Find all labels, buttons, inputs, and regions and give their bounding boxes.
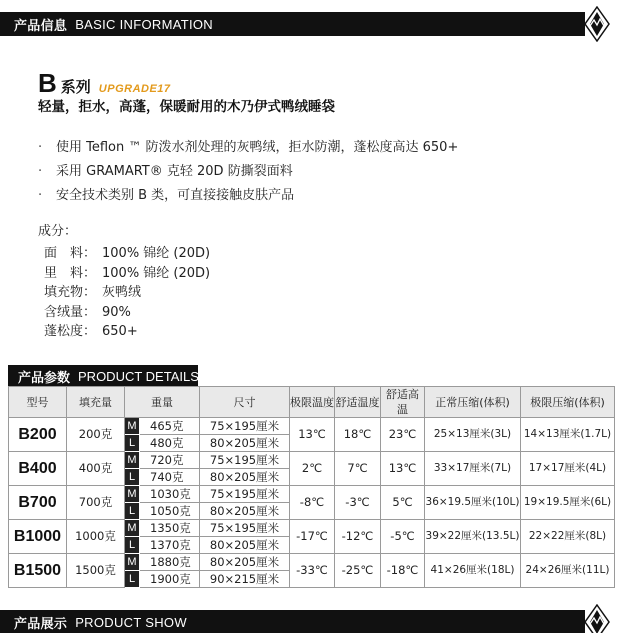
upgrade-badge: UPGRADE17	[98, 83, 171, 95]
fill-cell: 1000克	[67, 520, 125, 554]
table-row	[9, 554, 615, 571]
composition-block	[38, 222, 210, 342]
model-cell: B400	[9, 452, 67, 486]
section-bar-label	[18, 365, 199, 387]
composition-row	[38, 322, 210, 342]
product-subtitle: 轻量，拒水，高蓬，保暖耐用的木乃伊式鸭绒睡袋	[38, 99, 335, 115]
column-header: 型号	[9, 387, 67, 418]
section-title-cn: 产品展示	[14, 616, 68, 632]
fill-cell: 400克	[67, 452, 125, 486]
fill-cell: 200克	[67, 418, 125, 452]
fill-cell: 1500克	[67, 554, 125, 588]
comfort-high-cell: -5℃	[381, 520, 425, 554]
dimension-cell: 80×205厘米	[200, 503, 290, 520]
bullet-mark: ·	[38, 140, 43, 155]
composition-value: 100% 锦纶 (20D)	[102, 246, 211, 261]
limit-compress-cell: 22×22厘米(8L)	[521, 520, 615, 554]
feature-item	[38, 160, 458, 184]
comfort-temp-cell: -12℃	[335, 520, 381, 554]
dimension-cell: 75×195厘米	[200, 486, 290, 503]
column-header: 极限压缩(体积)	[521, 387, 615, 418]
dimension-cell: 75×195厘米	[200, 452, 290, 469]
limit-compress-cell: 24×26厘米(11L)	[521, 554, 615, 588]
weight-cell: 1370克	[140, 537, 200, 554]
weight-cell: 1880克	[140, 554, 200, 571]
size-m-cell: M	[125, 418, 140, 435]
composition-value: 650+	[102, 324, 138, 339]
dimension-cell: 80×205厘米	[200, 469, 290, 486]
comfort-temp-cell: 7℃	[335, 452, 381, 486]
table-row	[9, 520, 615, 537]
section-title-cn: 产品信息	[14, 18, 68, 34]
normal-compress-cell: 41×26厘米(18L)	[425, 554, 521, 588]
weight-cell: 1900克	[140, 571, 200, 588]
comfort-high-cell: -18℃	[381, 554, 425, 588]
section-bar-product-show	[0, 610, 620, 633]
composition-key: 面 料：	[44, 246, 97, 261]
extreme-temp-cell: -33℃	[290, 554, 335, 588]
weight-cell: 1050克	[140, 503, 200, 520]
comfort-temp-cell: 18℃	[335, 418, 381, 452]
dimension-cell: 90×215厘米	[200, 571, 290, 588]
comfort-high-cell: 5℃	[381, 486, 425, 520]
feature-text: 安全技术类别 B 类，可直接接触皮肤产品	[56, 188, 295, 203]
composition-value: 灰鸭绒	[102, 285, 142, 300]
composition-key: 蓬松度：	[44, 324, 97, 339]
feature-item	[38, 184, 458, 208]
column-header: 尺寸	[200, 387, 290, 418]
size-l-cell: L	[125, 537, 140, 554]
dimension-cell: 80×205厘米	[200, 435, 290, 452]
size-l-cell: L	[125, 571, 140, 588]
section-title-en: PRODUCT SHOW	[75, 614, 187, 630]
size-l-cell: L	[125, 503, 140, 520]
composition-key: 里 料：	[44, 265, 97, 281]
section-title-en: BASIC INFORMATION	[75, 16, 213, 32]
dimension-cell: 80×205厘米	[200, 554, 290, 571]
column-header: 正常压缩(体积)	[425, 387, 521, 418]
composition-row	[38, 303, 210, 323]
section-bar-basic-info	[0, 12, 620, 36]
comfort-temp-cell: -3℃	[335, 486, 381, 520]
column-header: 填充量	[67, 387, 125, 418]
table-header-row	[9, 387, 615, 418]
model-cell: B200	[9, 418, 67, 452]
fill-cell: 700克	[67, 486, 125, 520]
weight-cell: 740克	[140, 469, 200, 486]
feature-text: 使用 Teflon ™ 防泼水剂处理的灰鸭绒，拒水防潮，蓬松度高达 650+	[56, 140, 459, 155]
composition-value: 90%	[102, 304, 131, 320]
column-header: 重量	[125, 387, 200, 418]
weight-cell: 1030克	[140, 486, 200, 503]
limit-compress-cell: 14×13厘米(1.7L)	[521, 418, 615, 452]
composition-heading: 成分：	[38, 224, 78, 239]
composition-key: 填充物：	[44, 285, 97, 300]
normal-compress-cell: 36×19.5厘米(10L)	[425, 486, 521, 520]
section-bar-product-details	[0, 365, 620, 387]
column-header: 极限温度	[290, 387, 335, 418]
composition-row	[38, 264, 210, 284]
column-header: 舒适高温	[381, 387, 425, 418]
size-l-cell: L	[125, 435, 140, 452]
feature-text: 采用 GRAMART® 克轻 20D 防撕裂面料	[56, 164, 293, 179]
normal-compress-cell: 33×17厘米(7L)	[425, 452, 521, 486]
limit-compress-cell: 17×17厘米(4L)	[521, 452, 615, 486]
dimension-cell: 75×195厘米	[200, 418, 290, 435]
composition-row	[38, 283, 210, 303]
size-m-cell: M	[125, 554, 140, 571]
section-title-en: PRODUCT DETAILS	[78, 368, 199, 384]
comfort-temp-cell: -25℃	[335, 554, 381, 588]
dimension-cell: 75×195厘米	[200, 520, 290, 537]
section-title-cn: 产品参数	[18, 370, 71, 386]
model-cell: B1000	[9, 520, 67, 554]
comfort-high-cell: 13℃	[381, 452, 425, 486]
normal-compress-cell: 39×22厘米(13.5L)	[425, 520, 521, 554]
composition-row	[38, 244, 210, 264]
feature-list	[38, 136, 458, 208]
normal-compress-cell: 25×13厘米(3L)	[425, 418, 521, 452]
series-letter: B	[38, 68, 57, 98]
size-m-cell: M	[125, 520, 140, 537]
extreme-temp-cell: 2℃	[290, 452, 335, 486]
table-row	[9, 418, 615, 435]
weight-cell: 1350克	[140, 520, 200, 537]
extreme-temp-cell: -17℃	[290, 520, 335, 554]
size-l-cell: L	[125, 469, 140, 486]
comfort-high-cell: 23℃	[381, 418, 425, 452]
brand-logo-icon	[582, 604, 612, 633]
model-cell: B700	[9, 486, 67, 520]
size-m-cell: M	[125, 486, 140, 503]
section-bar-label	[0, 613, 187, 632]
size-m-cell: M	[125, 452, 140, 469]
composition-value: 100% 锦纶 (20D)	[102, 265, 211, 281]
table-row	[9, 452, 615, 469]
spec-table	[8, 386, 615, 588]
weight-cell: 480克	[140, 435, 200, 452]
series-name: 系列	[60, 78, 91, 96]
section-bar-label	[0, 15, 213, 34]
table-row	[9, 486, 615, 503]
extreme-temp-cell: -8℃	[290, 486, 335, 520]
bullet-mark: ·	[38, 164, 43, 179]
bullet-mark: ·	[38, 188, 43, 203]
composition-key: 含绒量：	[44, 304, 97, 320]
extreme-temp-cell: 13℃	[290, 418, 335, 452]
weight-cell: 465克	[140, 418, 200, 435]
limit-compress-cell: 19×19.5厘米(6L)	[521, 486, 615, 520]
weight-cell: 720克	[140, 452, 200, 469]
brand-logo-icon	[582, 6, 612, 42]
column-header: 舒适温度	[335, 387, 381, 418]
feature-item	[38, 136, 458, 160]
dimension-cell: 80×205厘米	[200, 537, 290, 554]
model-cell: B1500	[9, 554, 67, 588]
